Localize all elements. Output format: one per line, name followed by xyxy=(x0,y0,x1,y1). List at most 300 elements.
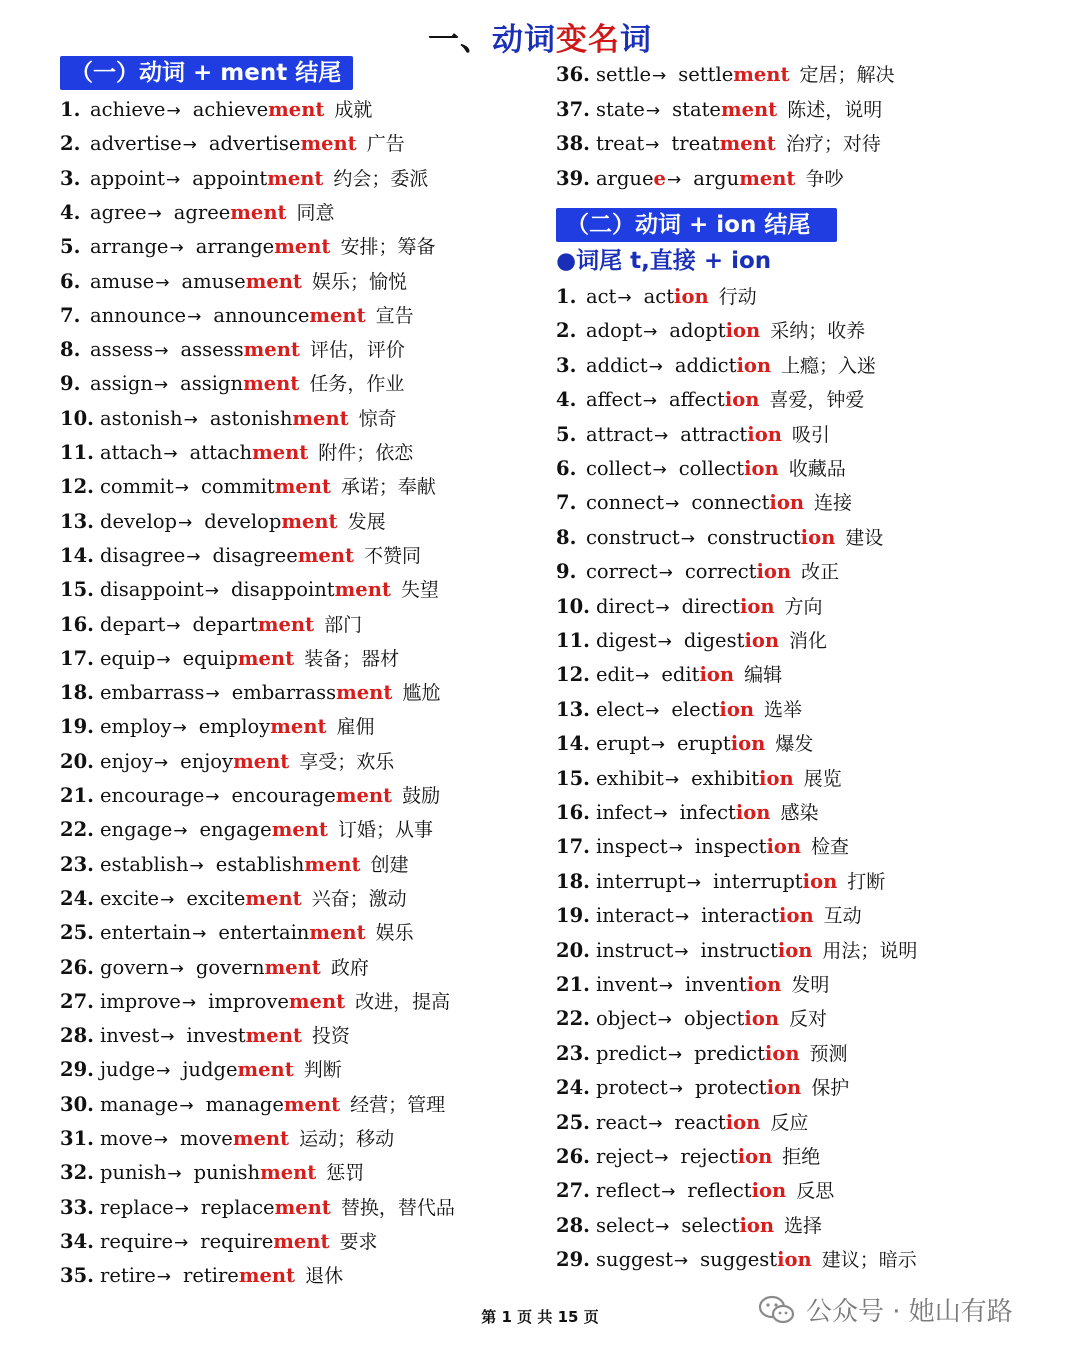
noun-suffix: ment xyxy=(270,715,327,739)
word-row xyxy=(556,938,917,964)
arrow-icon: → xyxy=(673,1251,689,1272)
item-number: 19. xyxy=(556,904,590,928)
chinese-meaning: 雇佣 xyxy=(336,716,375,739)
word-row xyxy=(556,456,846,482)
word-row xyxy=(60,646,399,672)
chinese-meaning: 鼓励 xyxy=(402,785,441,807)
noun-suffix: ion xyxy=(699,663,735,687)
noun-suffix: ment xyxy=(281,509,338,533)
word-row xyxy=(556,628,827,654)
item-number: 24. xyxy=(60,886,94,910)
noun-stem: correct xyxy=(684,560,757,584)
chinese-meaning: 展览 xyxy=(803,767,842,790)
arrow-icon: → xyxy=(667,1044,683,1065)
word-row xyxy=(60,1160,364,1186)
word-row xyxy=(60,749,394,775)
verb-word: erupt xyxy=(596,732,650,756)
chinese-meaning: 预测 xyxy=(809,1042,848,1065)
word-row xyxy=(60,509,386,535)
arrow-icon: → xyxy=(657,1010,672,1031)
word-row xyxy=(60,1263,343,1289)
verb-word: require xyxy=(100,1229,174,1253)
noun-suffix: ment xyxy=(720,97,778,121)
chinese-meaning: 投资 xyxy=(311,1025,350,1048)
watermark xyxy=(758,1291,1013,1328)
noun-stem: depart xyxy=(192,612,258,636)
title-part-change: 变名 xyxy=(556,22,620,58)
noun-stem: achieve xyxy=(192,98,269,121)
noun-suffix: ion xyxy=(744,457,779,480)
verb-word: infect xyxy=(596,801,653,824)
noun-stem: invest xyxy=(186,1024,246,1048)
noun-suffix: ion xyxy=(746,973,782,996)
chinese-meaning: 判断 xyxy=(303,1059,342,1082)
noun-suffix: ion xyxy=(779,904,814,928)
item-number: 25. xyxy=(60,921,94,945)
chinese-meaning: 选择 xyxy=(784,1214,823,1237)
arrow-icon: → xyxy=(645,135,660,155)
item-number: 18. xyxy=(556,869,590,893)
verb-word: argue xyxy=(596,166,654,190)
word-row xyxy=(556,834,849,860)
item-number: 21. xyxy=(60,784,94,807)
verb-word: assess xyxy=(90,338,154,362)
item-number: 9. xyxy=(60,372,81,396)
noun-stem: appoint xyxy=(192,166,268,190)
noun-suffix: ion xyxy=(744,629,780,652)
page-footer: 第 1 页 共 15 页 xyxy=(481,1308,599,1326)
item-number: 37. xyxy=(556,97,590,121)
noun-stem: assign xyxy=(180,372,244,396)
chinese-meaning: 打断 xyxy=(847,870,886,893)
arrow-icon: → xyxy=(156,1267,172,1288)
arrow-icon: → xyxy=(166,615,181,636)
item-number: 26. xyxy=(60,955,94,979)
noun-stem: infect xyxy=(679,801,736,824)
item-number: 16. xyxy=(60,612,94,636)
verb-word: select xyxy=(596,1213,655,1237)
item-number: 7. xyxy=(556,491,577,515)
chinese-meaning: 要求 xyxy=(339,1230,378,1253)
word-row xyxy=(60,577,439,603)
chinese-meaning: 惩罚 xyxy=(326,1162,365,1185)
verb-word: connect xyxy=(586,491,665,515)
noun-stem: equip xyxy=(182,646,238,670)
word-row xyxy=(556,525,883,551)
noun-stem: object xyxy=(683,1007,745,1031)
chinese-meaning: 部门 xyxy=(324,613,363,636)
section-ment-header: （一）动词 + ment 结尾 xyxy=(60,56,353,90)
chinese-meaning: 反应 xyxy=(770,1111,809,1134)
chinese-meaning: 收藏品 xyxy=(788,458,846,480)
noun-suffix: ment xyxy=(233,749,290,773)
arrow-icon: → xyxy=(643,322,658,343)
item-number: 21. xyxy=(556,973,590,996)
word-row xyxy=(60,474,436,500)
item-number: 23. xyxy=(556,1041,590,1065)
verb-word: employ xyxy=(100,715,172,739)
verb-word: attract xyxy=(586,422,654,446)
arrow-icon: → xyxy=(174,478,189,499)
word-row xyxy=(556,1041,848,1067)
chinese-meaning: 成就 xyxy=(334,99,373,121)
word-row xyxy=(60,1229,378,1255)
arrow-icon: → xyxy=(654,1148,669,1168)
word-row xyxy=(60,817,433,843)
noun-stem: suggest xyxy=(700,1248,778,1272)
noun-suffix: ment xyxy=(335,784,393,807)
item-number: 35. xyxy=(60,1264,94,1288)
chinese-meaning: 发明 xyxy=(791,974,830,996)
word-row xyxy=(60,920,414,946)
arrow-icon: → xyxy=(204,581,219,602)
arrow-icon: → xyxy=(155,272,170,293)
chinese-meaning: 消化 xyxy=(789,630,828,652)
noun-suffix: ment xyxy=(739,166,796,190)
word-row xyxy=(60,1126,394,1152)
chinese-meaning: 运动；移动 xyxy=(299,1128,395,1150)
verb-word: equip xyxy=(100,646,156,670)
item-number: 1. xyxy=(556,285,577,308)
noun-suffix: ion xyxy=(764,1041,800,1065)
arrow-icon: → xyxy=(165,169,181,190)
arrow-icon: → xyxy=(153,752,169,773)
noun-stem: predict xyxy=(694,1041,765,1065)
verb-word: state xyxy=(596,97,645,121)
noun-suffix: ment xyxy=(243,338,300,362)
noun-stem: disappoint xyxy=(230,578,335,602)
noun-stem: improve xyxy=(208,989,289,1013)
noun-suffix: ment xyxy=(245,886,302,910)
verb-word: disappoint xyxy=(100,578,204,602)
title-part-word: 词 xyxy=(620,22,652,58)
word-row xyxy=(556,284,757,310)
verb-word: invent xyxy=(596,973,658,996)
verb-ending: e xyxy=(653,166,666,190)
word-row xyxy=(60,989,450,1015)
noun-suffix: ment xyxy=(273,1229,330,1253)
noun-stem: employ xyxy=(198,715,271,739)
arrow-icon: → xyxy=(645,700,660,721)
verb-word: settle xyxy=(596,63,651,86)
word-row xyxy=(60,371,404,397)
noun-stem: state xyxy=(672,97,721,121)
item-number: 24. xyxy=(556,1076,590,1100)
arrow-icon: → xyxy=(655,597,670,618)
noun-stem: settle xyxy=(678,63,734,86)
arrow-icon: → xyxy=(652,66,667,86)
verb-word: agree xyxy=(90,200,147,224)
chinese-meaning: 拒绝 xyxy=(782,1146,821,1168)
noun-stem: act xyxy=(643,285,675,308)
noun-stem: connect xyxy=(691,491,770,515)
verb-word: instruct xyxy=(596,938,674,962)
noun-suffix: ment xyxy=(288,989,346,1013)
noun-suffix: ion xyxy=(756,560,792,584)
noun-stem: argu xyxy=(693,166,740,190)
item-number: 28. xyxy=(60,1024,94,1048)
noun-stem: erupt xyxy=(677,732,731,756)
noun-stem: edit xyxy=(661,663,700,687)
item-number: 1. xyxy=(60,98,81,121)
noun-suffix: ment xyxy=(257,612,315,636)
noun-suffix: ment xyxy=(309,303,366,327)
arrow-icon: → xyxy=(173,821,188,842)
word-row xyxy=(556,972,829,998)
item-number: 7. xyxy=(60,303,81,327)
verb-word: collect xyxy=(586,457,652,480)
noun-suffix: ment xyxy=(300,132,357,156)
word-row xyxy=(60,714,375,740)
verb-word: replace xyxy=(100,1195,174,1219)
chinese-meaning: 上瘾；入迷 xyxy=(781,354,877,377)
chinese-meaning: 广告 xyxy=(366,133,405,156)
verb-word: attach xyxy=(100,441,163,464)
verb-word: amuse xyxy=(90,269,155,293)
verb-word: interrupt xyxy=(596,869,686,893)
word-row xyxy=(556,869,885,895)
arrow-icon: → xyxy=(156,649,171,670)
arrow-icon: → xyxy=(657,632,672,652)
noun-stem: treat xyxy=(671,132,720,155)
item-number: 31. xyxy=(60,1127,94,1150)
chinese-meaning: 用法；说明 xyxy=(822,939,918,962)
noun-stem: protect xyxy=(694,1076,767,1100)
verb-word: embarrass xyxy=(100,681,205,705)
noun-stem: retire xyxy=(183,1264,239,1288)
chinese-meaning: 改进，提高 xyxy=(355,990,451,1013)
item-number: 22. xyxy=(60,818,94,842)
verb-word: edit xyxy=(596,663,635,687)
word-row xyxy=(60,1023,350,1049)
item-number: 17. xyxy=(60,646,94,670)
chinese-meaning: 同意 xyxy=(296,201,335,224)
noun-suffix: ion xyxy=(730,732,766,756)
arrow-icon: → xyxy=(686,872,701,893)
arrow-icon: → xyxy=(178,512,193,533)
verb-word: govern xyxy=(100,955,169,979)
noun-suffix: ment xyxy=(336,681,393,705)
noun-suffix: ment xyxy=(268,98,325,121)
chinese-meaning: 建设 xyxy=(845,526,884,549)
noun-stem: adopt xyxy=(669,319,726,343)
verb-word: commit xyxy=(100,475,174,499)
verb-word: direct xyxy=(596,594,655,618)
noun-suffix: ion xyxy=(766,835,802,859)
arrow-icon: → xyxy=(169,958,184,979)
verb-word: treat xyxy=(596,132,645,155)
arrow-icon: → xyxy=(674,907,690,928)
chinese-meaning: 附件；依恋 xyxy=(318,442,414,464)
word-row xyxy=(60,612,362,638)
word-row xyxy=(60,1195,455,1221)
item-number: 8. xyxy=(60,338,81,362)
noun-stem: construct xyxy=(706,525,801,549)
noun-stem: amuse xyxy=(181,269,246,293)
chinese-meaning: 约会；委派 xyxy=(333,167,429,190)
noun-suffix: ion xyxy=(759,766,794,790)
word-row xyxy=(60,1092,445,1118)
word-row xyxy=(556,1178,834,1204)
item-number: 13. xyxy=(60,509,94,533)
verb-word: react xyxy=(596,1110,648,1134)
arrow-icon: → xyxy=(658,563,673,584)
noun-suffix: ment xyxy=(733,63,790,86)
word-row xyxy=(556,318,865,344)
arrow-icon: → xyxy=(650,735,665,756)
item-number: 10. xyxy=(60,406,94,430)
verb-word: advertise xyxy=(90,132,182,156)
arrow-icon: → xyxy=(635,666,650,687)
chinese-meaning: 经营；管理 xyxy=(350,1093,446,1116)
arrow-icon: → xyxy=(174,1198,189,1219)
word-row xyxy=(556,766,842,792)
item-number: 16. xyxy=(556,801,590,824)
word-row xyxy=(556,387,864,413)
chinese-meaning: 任务，作业 xyxy=(309,373,405,396)
noun-suffix: ion xyxy=(735,801,771,824)
chinese-meaning: 宣告 xyxy=(375,304,414,327)
noun-suffix: ment xyxy=(274,235,331,259)
word-row xyxy=(60,543,421,569)
item-number: 11. xyxy=(556,629,590,652)
arrow-icon: → xyxy=(154,341,169,362)
item-number: 20. xyxy=(60,749,94,773)
noun-stem: develop xyxy=(204,509,282,533)
chinese-meaning: 互动 xyxy=(823,905,862,928)
chinese-meaning: 装备；器材 xyxy=(304,647,400,670)
chinese-meaning: 反思 xyxy=(796,1180,835,1203)
word-row xyxy=(556,662,782,688)
noun-stem: embarrass xyxy=(231,681,337,705)
word-row xyxy=(556,1006,827,1032)
word-row xyxy=(60,406,397,432)
noun-suffix: ion xyxy=(736,353,772,377)
noun-stem: punish xyxy=(193,1161,261,1185)
word-row xyxy=(60,337,405,363)
verb-word: protect xyxy=(596,1076,668,1100)
item-number: 8. xyxy=(556,525,577,549)
chinese-meaning: 治疗；对待 xyxy=(785,133,881,155)
chinese-meaning: 娱乐；愉悦 xyxy=(311,270,407,293)
verb-word: arrange xyxy=(90,235,169,259)
arrow-icon: → xyxy=(183,409,198,430)
chinese-meaning: 反对 xyxy=(789,1008,828,1031)
chinese-meaning: 吸引 xyxy=(791,423,830,446)
noun-stem: establish xyxy=(215,852,305,876)
noun-suffix: ment xyxy=(267,166,324,190)
noun-stem: judge xyxy=(182,1058,238,1082)
chinese-meaning: 采纳；收养 xyxy=(770,320,866,343)
word-row xyxy=(556,166,843,192)
verb-word: construct xyxy=(586,525,680,549)
noun-stem: replace xyxy=(200,1195,275,1219)
item-number: 13. xyxy=(556,697,590,721)
verb-word: interact xyxy=(596,904,674,928)
arrow-icon: → xyxy=(658,976,673,996)
noun-suffix: ment xyxy=(292,406,349,430)
noun-stem: arrange xyxy=(195,235,275,259)
item-number: 15. xyxy=(60,578,94,602)
verb-word: develop xyxy=(100,509,178,533)
item-number: 18. xyxy=(60,681,94,705)
arrow-icon: → xyxy=(205,787,220,807)
item-number: 19. xyxy=(60,715,94,739)
word-row xyxy=(60,234,435,260)
verb-word: elect xyxy=(596,697,645,721)
chinese-meaning: 替换，替代品 xyxy=(340,1196,455,1219)
noun-stem: astonish xyxy=(209,406,293,430)
noun-suffix: ion xyxy=(725,1110,761,1134)
word-row xyxy=(60,303,414,329)
noun-suffix: ion xyxy=(744,1007,779,1031)
verb-word: entertain xyxy=(100,921,192,945)
item-number: 29. xyxy=(60,1058,94,1082)
noun-stem: engage xyxy=(199,818,272,842)
item-number: 26. xyxy=(556,1145,590,1168)
noun-stem: govern xyxy=(195,955,265,979)
noun-stem: attach xyxy=(189,441,253,464)
noun-stem: commit xyxy=(200,475,275,499)
noun-stem: excite xyxy=(186,886,246,910)
noun-stem: exhibit xyxy=(691,766,760,790)
noun-suffix: ion xyxy=(674,285,709,308)
verb-word: digest xyxy=(596,629,657,652)
word-row xyxy=(556,697,802,723)
noun-suffix: ion xyxy=(719,697,754,721)
verb-word: encourage xyxy=(100,784,205,807)
verb-word: excite xyxy=(100,886,160,910)
arrow-icon: → xyxy=(655,1216,670,1237)
verb-word: reject xyxy=(596,1145,654,1168)
noun-stem: interrupt xyxy=(712,869,803,893)
chinese-meaning: 发展 xyxy=(347,510,386,533)
verb-word: disagree xyxy=(100,543,186,567)
item-number: 38. xyxy=(556,132,590,155)
item-number: 29. xyxy=(556,1248,590,1272)
chinese-meaning: 评估，评价 xyxy=(309,339,405,362)
item-number: 33. xyxy=(60,1195,94,1219)
noun-stem: direct xyxy=(681,594,740,618)
noun-suffix: ion xyxy=(777,1248,812,1272)
verb-word: enjoy xyxy=(100,749,153,773)
verb-word: improve xyxy=(100,989,181,1013)
item-number: 30. xyxy=(60,1092,94,1116)
chinese-meaning: 喜爱，钟爱 xyxy=(769,389,865,412)
arrow-icon: → xyxy=(661,1182,676,1203)
noun-suffix: ion xyxy=(777,938,813,962)
chinese-meaning: 娱乐 xyxy=(375,922,414,945)
verb-word: judge xyxy=(100,1058,156,1082)
item-number: 11. xyxy=(60,441,94,464)
noun-suffix: ion xyxy=(724,388,760,412)
noun-stem: select xyxy=(681,1213,740,1237)
verb-word: exhibit xyxy=(596,766,664,790)
arrow-icon: → xyxy=(181,992,197,1013)
chinese-meaning: 连接 xyxy=(814,492,853,515)
item-number: 10. xyxy=(556,594,590,618)
noun-suffix: ment xyxy=(245,1024,302,1048)
word-row xyxy=(556,131,881,157)
noun-suffix: ment xyxy=(274,1195,331,1219)
item-number: 5. xyxy=(60,235,81,259)
noun-suffix: ment xyxy=(230,200,287,224)
word-row xyxy=(60,955,369,981)
chinese-meaning: 安排；筹备 xyxy=(340,236,436,259)
noun-stem: reject xyxy=(680,1145,738,1168)
noun-stem: collect xyxy=(678,457,745,480)
word-row xyxy=(556,594,823,620)
